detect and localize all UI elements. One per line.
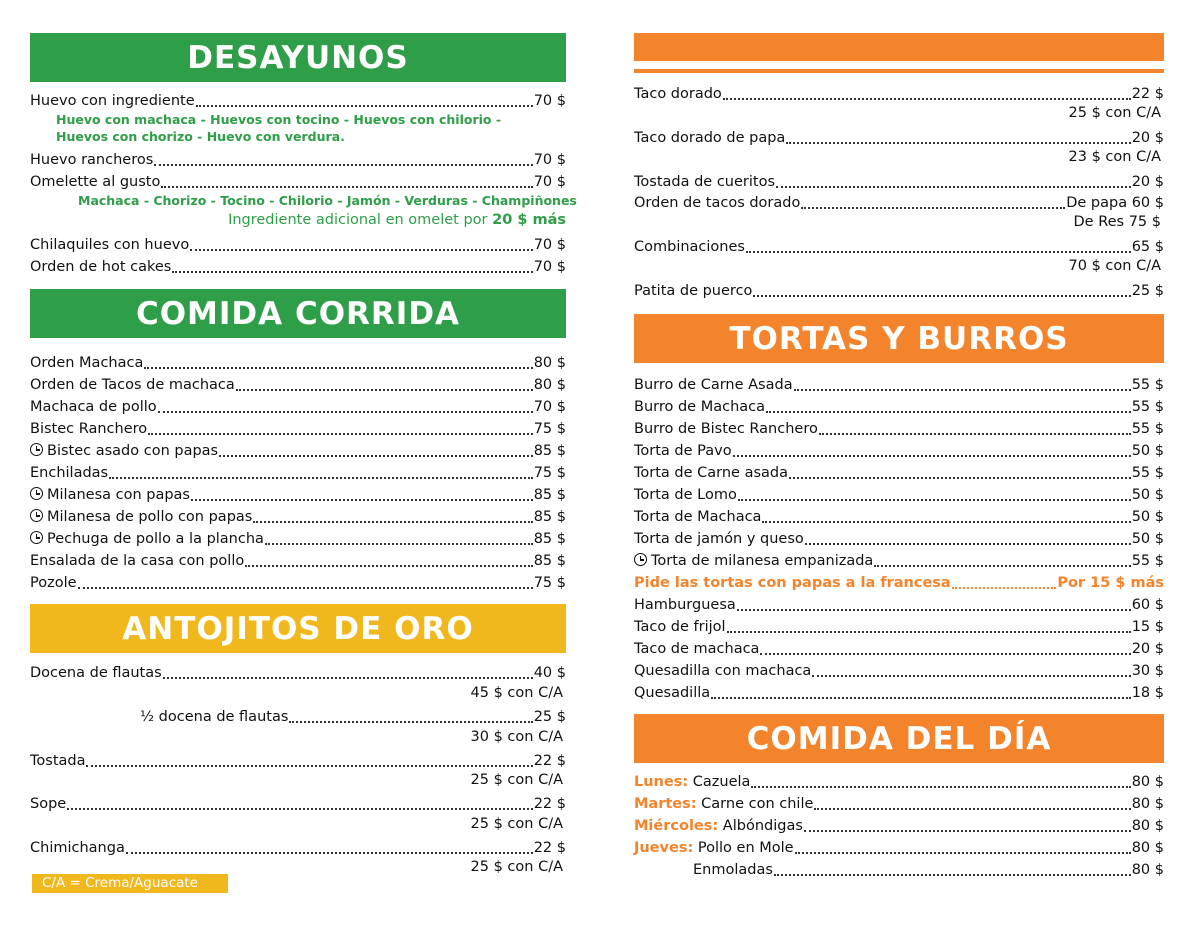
leader-dots <box>265 543 533 545</box>
item-name: Patita de puerco <box>634 283 753 299</box>
menu-item <box>30 660 566 682</box>
leader-dots <box>219 455 533 457</box>
item-price: 75 $ <box>533 465 566 481</box>
item-name: Burro de Bistec Ranchero <box>634 421 818 437</box>
menu-item <box>634 190 1164 212</box>
item-name <box>30 442 218 460</box>
item-price: 55 $ <box>1131 421 1164 437</box>
item-price: De papa 60 $ <box>1066 195 1164 211</box>
leader-dots <box>753 295 1130 297</box>
leader-dots <box>163 677 533 679</box>
leader-dots <box>801 207 1065 209</box>
item-name <box>634 795 813 813</box>
item-name: Docena de flautas <box>30 665 162 681</box>
menu-item <box>30 254 566 276</box>
item-name: Burro de Machaca <box>634 399 766 415</box>
clock-icon <box>30 531 43 544</box>
item-name: Huevo rancheros <box>30 152 154 168</box>
item-price: 18 $ <box>1131 685 1164 701</box>
item-price: 22 $ <box>1131 86 1164 102</box>
item-alt-price: 25 $ con C/A <box>470 859 563 875</box>
item-name: Quesadilla con machaca <box>634 663 812 679</box>
item-name: Enchiladas <box>30 465 109 481</box>
leader-dots <box>245 565 532 567</box>
menu-item <box>30 748 566 770</box>
item-alt-price: 25 $ con C/A <box>470 816 563 832</box>
item-name: Tostada <box>30 753 86 769</box>
item-name-text: Carne con chile <box>701 796 814 812</box>
menu-item <box>30 504 566 526</box>
item-price: 50 $ <box>1131 509 1164 525</box>
menu-item <box>634 394 1164 416</box>
item-name: Torta de Pavo <box>634 443 732 459</box>
item-price: 75 $ <box>533 421 566 437</box>
item-name-text: Torta de milanesa empanizada <box>651 553 874 569</box>
menu-item <box>634 372 1164 394</box>
item-name <box>30 486 190 504</box>
item-price: 30 $ <box>1131 663 1164 679</box>
item-name: Chilaquiles con huevo <box>30 237 190 253</box>
leader-dots <box>804 830 1131 832</box>
item-name <box>634 839 794 857</box>
item-alt-price: 45 $ con C/A <box>470 685 563 701</box>
menu-item <box>30 438 566 460</box>
item-name <box>30 508 252 526</box>
menu-item <box>634 526 1164 548</box>
leader-dots <box>711 697 1131 699</box>
leader-dots <box>766 411 1131 413</box>
menu-item <box>634 81 1164 103</box>
item-name: Taco de machaca <box>634 641 760 657</box>
item-price: 80 $ <box>533 377 566 393</box>
leader-dots <box>733 455 1131 457</box>
leader-dots <box>172 271 532 273</box>
item-name <box>634 817 803 835</box>
item-name: Pozole <box>30 575 77 591</box>
item-price: 80 $ <box>1131 774 1164 790</box>
menu-item <box>30 791 566 813</box>
item-name: Omelette al gusto <box>30 174 161 190</box>
item-price: 80 $ <box>533 355 566 371</box>
item-name <box>634 773 750 791</box>
item-name <box>30 530 264 548</box>
leader-dots <box>786 142 1130 144</box>
item-price: 55 $ <box>1131 553 1164 569</box>
menu-item <box>634 125 1164 147</box>
item-name: Ensalada de la casa con pollo <box>30 553 245 569</box>
item-price: 50 $ <box>1131 443 1164 459</box>
menu-item <box>634 680 1164 702</box>
item-name-text: Pechuga de pollo a la plancha <box>47 531 264 547</box>
menu-item <box>30 570 566 592</box>
item-name: Bistec Ranchero <box>30 421 148 437</box>
menu-item <box>30 460 566 482</box>
menu-item <box>30 88 566 110</box>
leader-dots <box>727 631 1131 633</box>
menu-item <box>30 526 566 548</box>
menu-item <box>634 835 1164 857</box>
leader-dots <box>253 521 532 523</box>
item-price: 80 $ <box>1131 796 1164 812</box>
item-price: 80 $ <box>1131 862 1164 878</box>
menu-item <box>634 614 1164 636</box>
item-price: 80 $ <box>1131 840 1164 856</box>
item-alt-price: 25 $ con C/A <box>1068 105 1161 121</box>
leader-dots <box>196 105 533 107</box>
item-price: 55 $ <box>1131 399 1164 415</box>
item-name: Torta de Lomo <box>634 487 737 503</box>
item-name: Taco dorado de papa <box>634 130 786 146</box>
comida-corrida-banner <box>30 289 566 338</box>
clock-icon <box>30 443 43 456</box>
day-label: Lunes: <box>634 774 689 790</box>
item-name-text: Milanesa con papas <box>47 487 190 503</box>
item-name: Orden de tacos dorado <box>634 195 801 211</box>
item-name: Enmoladas <box>693 862 773 878</box>
extra-ingredient-note <box>228 211 566 229</box>
leader-dots <box>161 186 532 188</box>
item-alt-price: 30 $ con C/A <box>470 729 563 745</box>
item-price: 20 $ <box>1131 130 1164 146</box>
leader-dots <box>794 389 1131 391</box>
item-price: 70 $ <box>533 237 566 253</box>
menu-item <box>30 147 566 169</box>
leader-dots <box>109 477 533 479</box>
item-price: 25 $ <box>533 709 566 725</box>
clock-icon <box>634 553 647 566</box>
item-price: 70 $ <box>533 399 566 415</box>
leader-dots <box>154 164 532 166</box>
leader-dots <box>126 852 533 854</box>
item-price: 20 $ <box>1131 174 1164 190</box>
menu-item <box>30 548 566 570</box>
leader-dots <box>795 852 1131 854</box>
item-name-text: Milanesa de pollo con papas <box>47 509 253 525</box>
item-price: 50 $ <box>1131 487 1164 503</box>
item-price: 85 $ <box>533 487 566 503</box>
item-name-text: Pollo en Mole <box>697 840 794 856</box>
item-name: Chimichanga <box>30 840 125 856</box>
menu-item <box>634 504 1164 526</box>
menu-item <box>634 416 1164 438</box>
item-price: 85 $ <box>533 443 566 459</box>
leader-dots <box>191 499 533 501</box>
item-name: Sope <box>30 796 67 812</box>
tacos-header-bar <box>634 33 1164 61</box>
item-price: 85 $ <box>533 553 566 569</box>
item-price: 55 $ <box>1131 377 1164 393</box>
item-price: 70 $ <box>533 174 566 190</box>
leader-dots <box>762 521 1130 523</box>
item-name <box>634 552 873 570</box>
comida-corrida-title: COMIDA CORRIDA <box>135 295 461 332</box>
leader-dots <box>819 433 1131 435</box>
item-name: Torta de Machaca <box>634 509 762 525</box>
menu-item <box>634 791 1164 813</box>
tortas-title: TORTAS Y BURROS <box>729 320 1069 357</box>
leader-dots <box>952 587 1057 589</box>
leader-dots <box>746 251 1131 253</box>
leader-dots <box>723 98 1131 100</box>
leader-dots <box>158 411 533 413</box>
extra-note-prefix: Ingrediente adicional en omelet por <box>228 212 493 228</box>
item-name: Quesadilla <box>634 685 711 701</box>
menu-item <box>30 232 566 254</box>
item-alt-price: De Res 75 $ <box>1073 214 1161 230</box>
menu-item <box>30 482 566 504</box>
item-name: Burro de Carne Asada <box>634 377 793 393</box>
menu-item <box>634 169 1164 191</box>
item-price: 75 $ <box>533 575 566 591</box>
extra-note-price: 20 $ más <box>492 212 566 228</box>
item-price: 20 $ <box>1131 641 1164 657</box>
item-price: 55 $ <box>1131 465 1164 481</box>
item-alt-price: 23 $ con C/A <box>1068 149 1161 165</box>
item-price: Por 15 $ más <box>1057 575 1164 591</box>
leader-dots <box>751 786 1130 788</box>
leader-dots <box>789 477 1131 479</box>
menu-item <box>634 636 1164 658</box>
item-name: Hamburguesa <box>634 597 736 613</box>
item-name: Taco dorado <box>634 86 722 102</box>
day-label: Martes: <box>634 796 697 812</box>
leader-dots <box>814 808 1130 810</box>
antojitos-title: ANTOJITOS DE ORO <box>122 610 474 647</box>
leader-dots <box>78 587 533 589</box>
item-name-text: Bistec asado con papas <box>47 443 219 459</box>
leader-dots <box>144 367 532 369</box>
menu-item-promo <box>634 570 1164 592</box>
antojitos-banner <box>30 604 566 653</box>
leader-dots <box>86 765 532 767</box>
leader-dots <box>738 499 1131 501</box>
leader-dots <box>812 675 1130 677</box>
omelette-options-note: Machaca - Chorizo - Tocino - Chilorio - Jamón - Verduras - Champiñones <box>78 193 577 208</box>
menu-item <box>30 835 566 857</box>
tortas-banner <box>634 314 1164 363</box>
menu-item <box>30 394 566 416</box>
leader-dots <box>805 543 1131 545</box>
item-alt-price: 25 $ con C/A <box>470 772 563 788</box>
item-name: Taco de frijol <box>634 619 726 635</box>
menu-item <box>30 169 566 191</box>
menu-item <box>634 548 1164 570</box>
menu-item <box>30 350 566 372</box>
menu-item <box>634 592 1164 614</box>
item-price: 22 $ <box>533 840 566 856</box>
tacos-header-rule <box>634 69 1164 73</box>
menu-item <box>634 813 1164 835</box>
item-name: Pide las tortas con papas a la francesa <box>634 575 951 591</box>
item-alt-price: 70 $ con C/A <box>1068 258 1161 274</box>
menu-item <box>634 482 1164 504</box>
item-name: Orden de Tacos de machaca <box>30 377 235 393</box>
item-name: Torta de Carne asada <box>634 465 788 481</box>
menu-item <box>634 460 1164 482</box>
leader-dots <box>776 186 1131 188</box>
item-price: 70 $ <box>533 259 566 275</box>
item-price: 15 $ <box>1131 619 1164 635</box>
item-name: Combinaciones <box>634 239 745 255</box>
menu-item <box>634 234 1164 256</box>
item-name: Huevo con ingrediente <box>30 93 195 109</box>
item-price: 40 $ <box>533 665 566 681</box>
menu-item <box>140 704 566 726</box>
menu-item <box>634 658 1164 680</box>
item-price: 50 $ <box>1131 531 1164 547</box>
leader-dots <box>737 609 1131 611</box>
item-price: 80 $ <box>1131 818 1164 834</box>
item-name: Tostada de cueritos <box>634 174 776 190</box>
menu-item <box>693 857 1164 879</box>
item-price: 85 $ <box>533 509 566 525</box>
item-name-text: Cazuela <box>692 774 751 790</box>
item-price: 22 $ <box>533 796 566 812</box>
leader-dots <box>236 389 533 391</box>
clock-icon <box>30 487 43 500</box>
comida-del-dia-title: COMIDA DEL DÍA <box>746 720 1052 757</box>
item-price: 60 $ <box>1131 597 1164 613</box>
item-name: Orden Machaca <box>30 355 144 371</box>
item-name: Orden de hot cakes <box>30 259 172 275</box>
item-name: Torta de jamón y queso <box>634 531 804 547</box>
desayunos-banner <box>30 33 566 82</box>
day-label: Jueves: <box>634 840 694 856</box>
menu-item <box>30 372 566 394</box>
legend-badge: C/A = Crema/Aguacate <box>32 874 228 893</box>
menu-item <box>30 416 566 438</box>
comida-del-dia-banner <box>634 714 1164 763</box>
leader-dots <box>774 874 1131 876</box>
leader-dots <box>148 433 533 435</box>
menu-item <box>634 278 1164 300</box>
item-price: 25 $ <box>1131 283 1164 299</box>
item-name-text: Albóndigas <box>722 818 803 834</box>
item-name: ½ docena de flautas <box>140 709 289 725</box>
leader-dots <box>760 653 1130 655</box>
menu-item <box>634 438 1164 460</box>
desayunos-title: DESAYUNOS <box>187 39 409 76</box>
item-price: 85 $ <box>533 531 566 547</box>
huevo-options-note: Huevo con machaca - Huevos con tocino - Huevos con chilorio - Huevos con chorizo - Huevo con verdura. <box>56 112 502 144</box>
leader-dots <box>190 249 533 251</box>
menu-item <box>634 769 1164 791</box>
item-price: 65 $ <box>1131 239 1164 255</box>
clock-icon <box>30 509 43 522</box>
item-price: 22 $ <box>533 753 566 769</box>
leader-dots <box>289 721 532 723</box>
item-price: 70 $ <box>533 93 566 109</box>
leader-dots <box>67 808 533 810</box>
leader-dots <box>874 565 1130 567</box>
day-label: Miércoles: <box>634 818 719 834</box>
item-name: Machaca de pollo <box>30 399 157 415</box>
item-price: 70 $ <box>533 152 566 168</box>
